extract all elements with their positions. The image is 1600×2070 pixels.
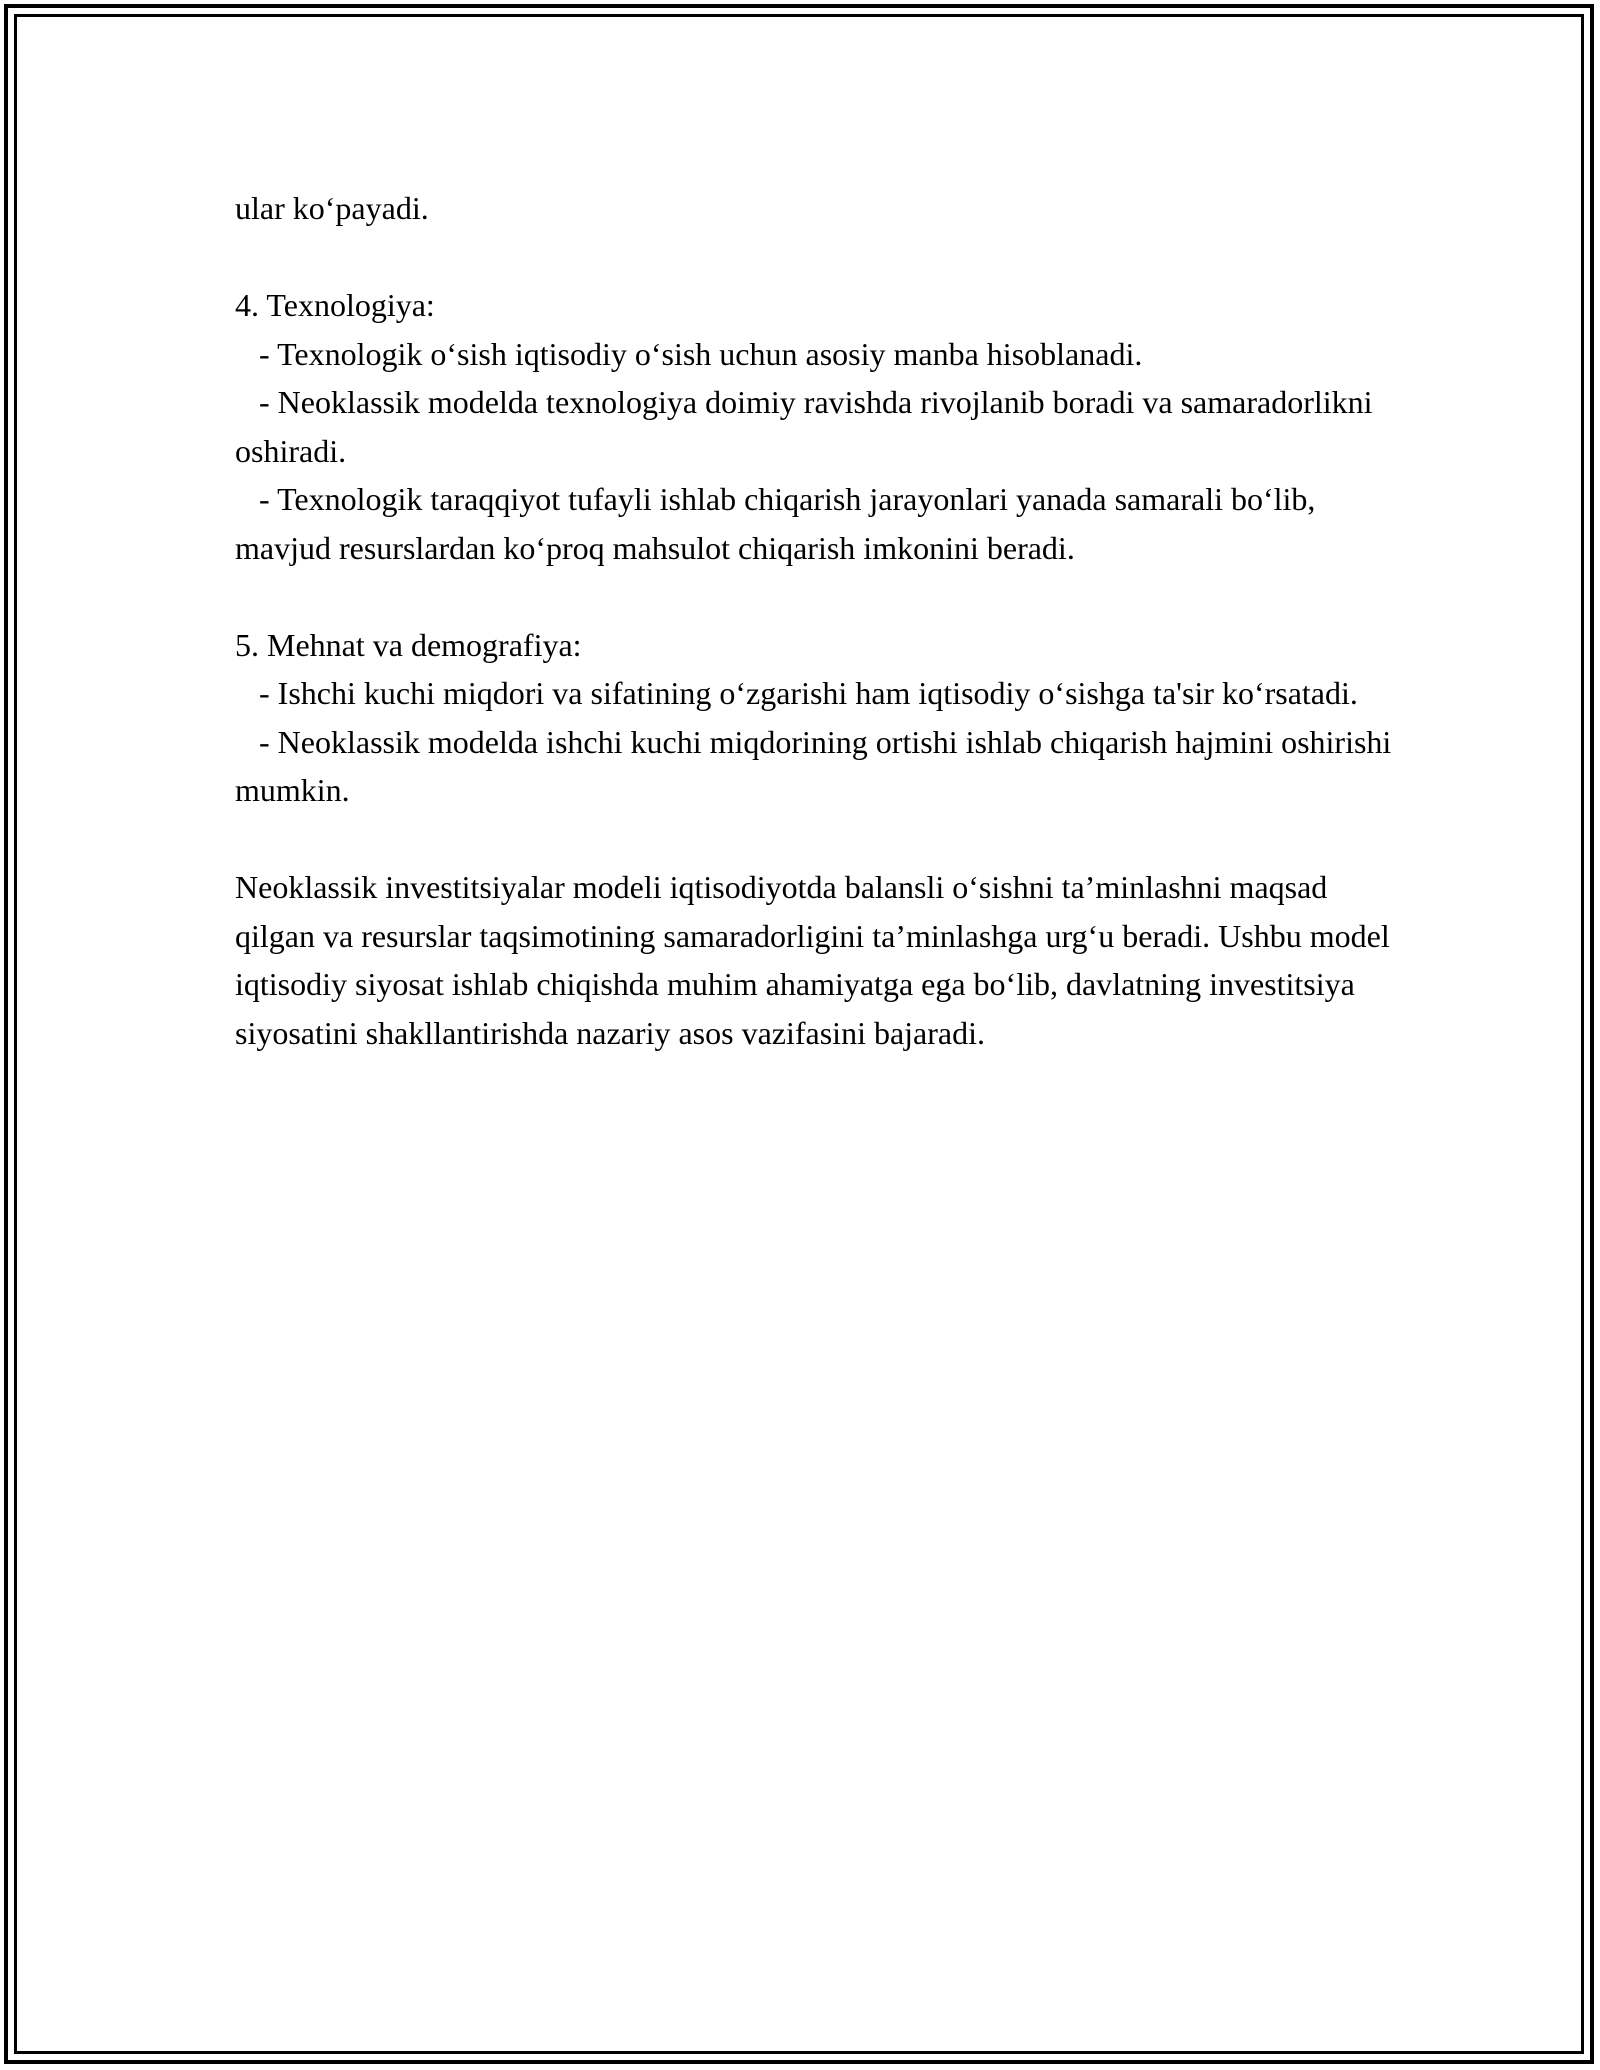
bullet-item: - Neoklassik modelda ishchi kuchi miqdorining ortishi ishlab chiqarish hajmini oshirishi mumkin. (235, 723, 1400, 808)
bullet-item: - Ishchi kuchi miqdori va sifatining oʻzgarishi ham iqtisodiy oʻsishga ta'sir koʻrsatadi. (235, 675, 1358, 711)
section-heading: 4. Texnologiya: (235, 287, 435, 323)
continuation-line: ular koʻpayadi. (235, 190, 429, 226)
bullet-item: - Texnologik oʻsish iqtisodiy oʻsish uchun asosiy manba hisoblanadi. (235, 335, 1143, 372)
conclusion-paragraph: Neoklassik investitsiyalar modeli iqtisodiyotda balansli oʻsishni ta’minlashni maqsad qilgan va resurslar taqsimotining samaradorligini ta’minlashga urgʻu beradi. Ushbu model iqtisodiy siyosat ishlab chiqishda muhim ahamiyatga ega boʻlib, davlatning investitsiya siyosatini shakllantirishda nazariy asos vazifasini bajaradi. (235, 869, 1390, 1051)
document-body (235, 184, 1400, 1057)
paragraph-gap (235, 233, 1395, 282)
bullet-item: - Neoklassik modelda texnologiya doimiy ravishda rivojlanib boradi va samaradorlikni oshiradi. (235, 384, 1381, 469)
paragraph-gap (235, 572, 1395, 621)
section-heading: 5. Mehnat va demografiya: (235, 626, 582, 663)
section-labor-demography (235, 621, 1400, 815)
paragraph-gap (235, 815, 1395, 864)
bullet-item: - Texnologik taraqqiyot tufayli ishlab chiqarish jarayonlari yanada samarali boʻlib, mavjud resurslardan koʻproq mahsulot chiqarish imkonini beradi. (235, 481, 1324, 566)
section-technology (235, 281, 1395, 572)
